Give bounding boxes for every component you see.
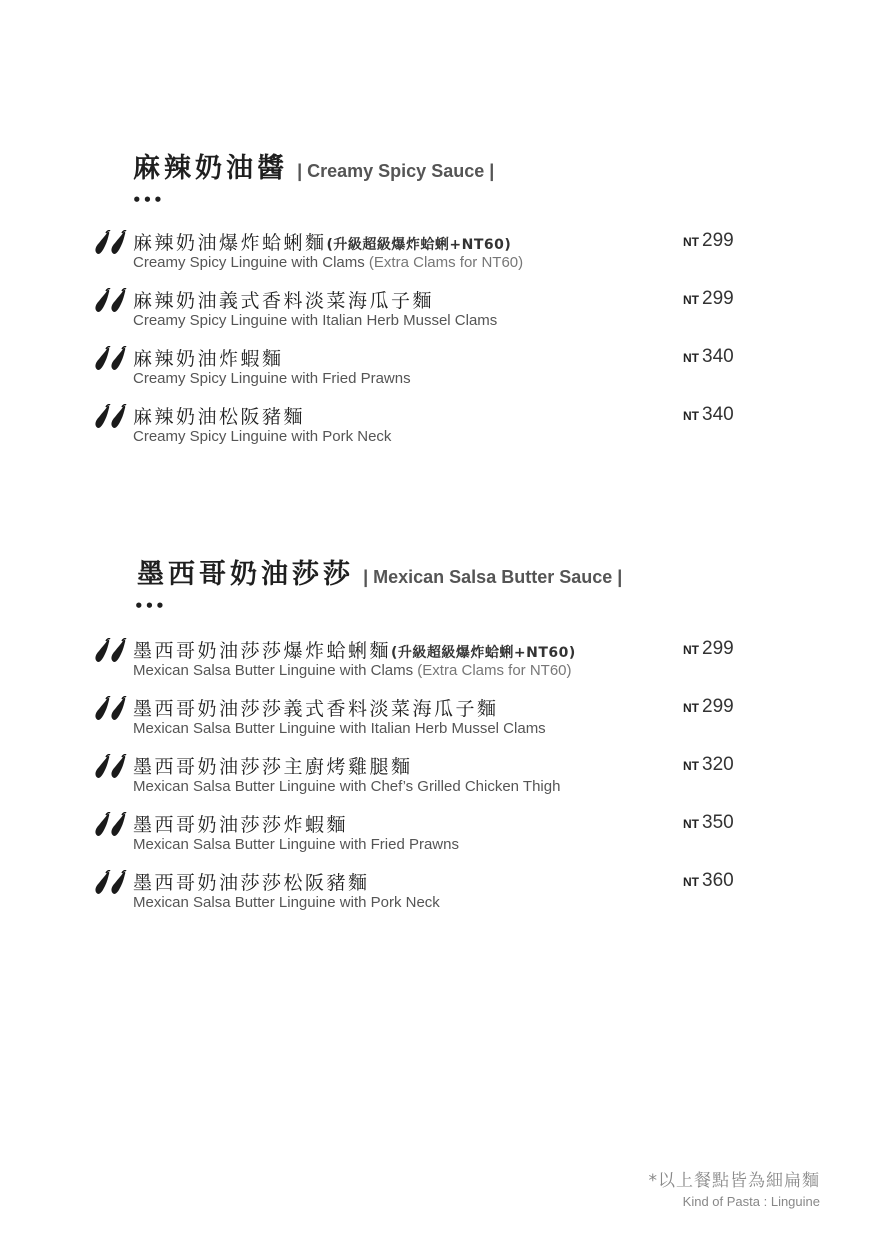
price-currency: NT xyxy=(683,409,699,423)
item-name-en xyxy=(133,254,523,271)
chili-pepper-icon xyxy=(93,870,129,896)
item-name-en xyxy=(133,662,572,679)
price-currency: NT xyxy=(683,875,699,889)
item-name-en-text: Mexican Salsa Butter Linguine with Fried Prawns xyxy=(133,836,459,853)
chili-pepper-icon xyxy=(93,346,129,372)
menu-item xyxy=(0,228,875,280)
price-amount: 340 xyxy=(702,404,734,425)
menu-item xyxy=(0,636,875,688)
chili-pepper-icon xyxy=(93,696,129,722)
section-title xyxy=(133,146,494,185)
item-name-en-text: Mexican Salsa Butter Linguine with Italian Herb Mussel Clams xyxy=(133,720,546,737)
price-currency: NT xyxy=(683,643,699,657)
item-name-en-text: Creamy Spicy Linguine with Clams xyxy=(133,254,365,271)
item-name-zh-text: 墨西哥奶油莎莎主廚烤雞腿麵 xyxy=(133,756,413,778)
item-name-en xyxy=(133,778,560,795)
item-name-zh-text: 麻辣奶油炸蝦麵 xyxy=(133,348,284,370)
item-price xyxy=(683,288,734,310)
item-price xyxy=(683,404,734,426)
item-extra-note: (Extra Clams for NT60) xyxy=(413,662,572,679)
item-name-zh-text: 墨西哥奶油莎莎義式香料淡菜海瓜子麵 xyxy=(133,698,499,720)
price-amount: 340 xyxy=(702,346,734,367)
item-name-zh-text: 墨西哥奶油莎莎炸蝦麵 xyxy=(133,814,349,836)
section-dots: ••• xyxy=(132,191,164,209)
price-currency: NT xyxy=(683,701,699,715)
item-name-zh xyxy=(133,810,348,837)
price-amount: 360 xyxy=(702,870,734,891)
item-name-en-text: Creamy Spicy Linguine with Fried Prawns xyxy=(133,370,411,387)
section-title-en: | Mexican Salsa Butter Sauce | xyxy=(363,567,623,587)
menu-item xyxy=(0,810,875,862)
item-name-en xyxy=(133,312,497,329)
item-name-zh xyxy=(133,636,576,663)
item-name-en-text: Creamy Spicy Linguine with Pork Neck xyxy=(133,428,392,445)
chili-pepper-icon xyxy=(93,288,129,314)
section-title-zh: 墨西哥奶油莎莎 xyxy=(137,559,354,590)
price-amount: 320 xyxy=(702,754,734,775)
price-currency: NT xyxy=(683,759,699,773)
item-name-zh-text: 墨西哥奶油莎莎松阪豬麵 xyxy=(133,872,370,894)
item-price xyxy=(683,870,734,892)
item-name-zh-text: 麻辣奶油松阪豬麵 xyxy=(133,406,306,428)
footnote xyxy=(649,1166,821,1209)
section-dots: ••• xyxy=(134,597,166,615)
item-name-zh-text: 麻辣奶油義式香料淡菜海瓜子麵 xyxy=(133,290,435,312)
item-name-zh xyxy=(133,286,434,313)
item-upgrade-note: (升級超級爆炸蛤蜊+NT60) xyxy=(391,645,576,661)
item-name-zh xyxy=(133,752,413,779)
price-currency: NT xyxy=(683,293,699,307)
item-price xyxy=(683,754,734,776)
price-amount: 299 xyxy=(702,696,734,717)
item-upgrade-note: (升級超級爆炸蛤蜊+NT60) xyxy=(326,237,512,253)
item-name-zh xyxy=(133,694,499,721)
price-amount: 350 xyxy=(702,812,734,833)
section-title xyxy=(137,552,622,591)
footnote-zh: *以上餐點皆為細扁麵 xyxy=(648,1171,820,1191)
item-name-en-text: Creamy Spicy Linguine with Italian Herb Mussel Clams xyxy=(133,312,498,329)
menu-item xyxy=(0,752,875,804)
item-name-en-text: Mexican Salsa Butter Linguine with Pork Neck xyxy=(133,894,440,911)
price-currency: NT xyxy=(683,817,699,831)
item-name-zh xyxy=(133,868,370,895)
item-name-zh xyxy=(133,344,284,371)
price-currency: NT xyxy=(683,235,699,249)
item-price xyxy=(683,638,734,660)
item-name-zh xyxy=(133,228,511,255)
price-amount: 299 xyxy=(702,230,734,251)
section-title-en: | Creamy Spicy Sauce | xyxy=(297,161,495,181)
price-amount: 299 xyxy=(702,638,734,659)
menu-item xyxy=(0,286,875,338)
chili-pepper-icon xyxy=(93,404,129,430)
price-amount: 299 xyxy=(702,288,734,309)
chili-pepper-icon xyxy=(93,230,129,256)
item-name-en xyxy=(133,720,546,737)
item-price xyxy=(683,812,734,834)
price-currency: NT xyxy=(683,351,699,365)
item-extra-note: (Extra Clams for NT60) xyxy=(364,254,524,271)
item-price xyxy=(683,230,734,252)
item-price xyxy=(683,346,734,368)
item-name-zh-text: 麻辣奶油爆炸蛤蜊麵 xyxy=(133,232,327,254)
chili-pepper-icon xyxy=(93,812,129,838)
item-name-en xyxy=(133,428,391,445)
item-price xyxy=(683,696,734,718)
menu-item xyxy=(0,344,875,396)
section-title-zh: 麻辣奶油醬 xyxy=(133,153,288,184)
menu-item xyxy=(0,402,875,454)
chili-pepper-icon xyxy=(93,638,129,664)
item-name-en-text: Mexican Salsa Butter Linguine with Chef’s Grilled Chicken Thigh xyxy=(133,778,561,795)
item-name-en xyxy=(133,370,411,387)
item-name-en-text: Mexican Salsa Butter Linguine with Clams xyxy=(133,662,414,679)
item-name-en xyxy=(133,836,459,853)
menu-item xyxy=(0,694,875,746)
item-name-zh xyxy=(133,402,305,429)
menu-item xyxy=(0,868,875,920)
chili-pepper-icon xyxy=(93,754,129,780)
item-name-en xyxy=(133,894,440,911)
item-name-zh-text: 墨西哥奶油莎莎爆炸蛤蜊麵 xyxy=(133,640,392,662)
footnote-en: Kind of Pasta : Linguine xyxy=(682,1194,820,1209)
